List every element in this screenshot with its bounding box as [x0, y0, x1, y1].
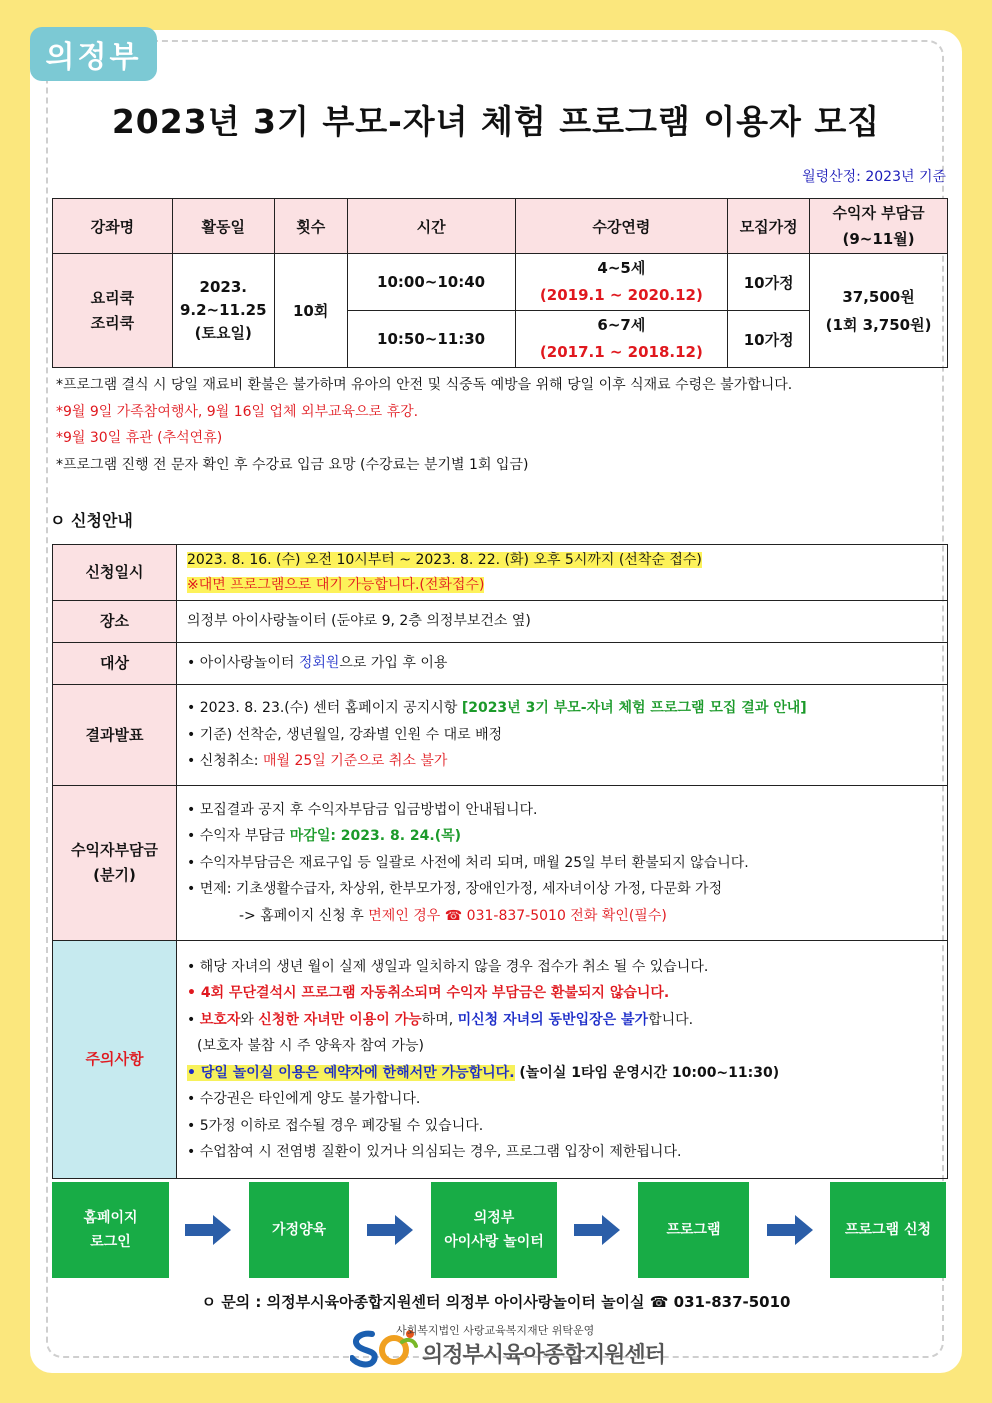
note-item: *9월 9일 가족참여행사, 9월 16일 업체 외부교육으로 휴강.	[56, 403, 419, 420]
application-flow	[52, 1181, 948, 1279]
note-item: *프로그램 결식 시 당일 재료비 환불은 불가하며 유아의 안전 및 식중독 예방을 위해 당일 이후 식재료 수령은 불가합니다.	[56, 377, 793, 393]
flow-step-home-care: 가정양육	[249, 1182, 349, 1278]
target-member: 정회원	[298, 655, 340, 672]
caution-no-unregistered: 미신청 자녀의 동반입장은 불가	[457, 1011, 649, 1028]
header-fee: 수익자 부담금 (9~11월)	[810, 199, 948, 254]
period-text: 2023. 8. 16. (수) 오전 10시부터 ~ 2023. 8. 22. (화) 오후 5시까지 (선착순 접수)	[187, 551, 702, 568]
operator-subtitle: 사회복지법인 사랑교육복지재단 위탁운영	[396, 1324, 595, 1337]
header-course: 강좌명	[53, 199, 173, 254]
program-table-header	[53, 199, 948, 254]
table-row	[53, 786, 948, 941]
caution-bullet: •	[187, 1011, 200, 1028]
fee-amount: 37,500원 (1회 3,750원)	[810, 254, 948, 368]
flow-step-program: 프로그램	[638, 1182, 749, 1278]
note-item: *프로그램 진행 전 문자 확인 후 수강료 입금 요망 (수강료는 분기별 1회 입금)	[56, 456, 529, 473]
caution-line: • 수업참여 시 전염병 질환이 있거나 의심되는 경우, 프로그램 입장이 제한됩니다.	[187, 1144, 682, 1160]
label-fee: 수익자부담금 (분기)	[53, 786, 177, 941]
target-text: • 아이사랑놀이터	[187, 655, 299, 672]
session-count: 10회	[274, 254, 347, 368]
caution-line: • 4회 무단결석시 프로그램 자동취소되며 수익자 부담금은 환불되지 않습니다.	[187, 985, 670, 1001]
caution-line: • 5가정 이하로 접수될 경우 폐강될 수 있습니다.	[187, 1117, 484, 1134]
fee-line: • 모집결과 공지 후 수익자부담금 입금방법이 안내됩니다.	[187, 801, 538, 818]
result-value	[177, 685, 948, 786]
flow-step-apply: 프로그램 신청	[830, 1182, 946, 1278]
caution-reservation: • 당일 놀이실 이용은 예약자에 한해서만 가능합니다.	[187, 1064, 515, 1081]
arrow-right-icon	[367, 1215, 413, 1245]
table-row	[53, 643, 948, 685]
table-row	[53, 254, 948, 311]
label-result: 결과발표	[53, 685, 177, 786]
age-label: 6~7세	[597, 316, 646, 334]
caution-hours: (놀이실 1타임 운영시간 10:00~11:30)	[514, 1064, 780, 1081]
arrow-right-icon	[185, 1215, 231, 1245]
place-value: 의정부 아이사랑놀이터 (둔야로 9, 2층 의정부보건소 옆)	[177, 601, 948, 643]
contact-info: ㅇ 문의 : 의정부시육아종합지원센터 의정부 아이사랑놀이터 놀이실 ☎ 031-837-5010	[201, 1293, 791, 1311]
apply-table	[52, 544, 948, 1179]
caution-line: • 수강권은 타인에게 양도 불가합니다.	[187, 1091, 421, 1107]
label-target: 대상	[53, 643, 177, 685]
family-count: 10가정	[728, 254, 810, 311]
period-note: ※대면 프로그램으로 대기 가능합니다.(전화접수)	[187, 576, 485, 593]
birth-range: (2017.1 ~ 2018.12)	[539, 343, 703, 361]
result-criteria: • 기준) 선착순, 생년월일, 강좌별 인원 수 대로 배정	[187, 726, 503, 743]
table-row	[53, 941, 948, 1179]
label-period: 신청일시	[53, 545, 177, 601]
target-text: 으로 가입 후 이용	[339, 655, 448, 672]
caution-value	[177, 941, 948, 1179]
header-time: 시간	[347, 199, 515, 254]
result-date: • 2023. 8. 23.(수) 센터 홈페이지 공지시항	[187, 700, 462, 717]
table-row	[53, 601, 948, 643]
fee-value	[177, 786, 948, 941]
program-notes	[56, 372, 792, 478]
caution-registered-only: 신청한 자녀만 이용이 가능	[258, 1011, 422, 1028]
header-dates: 활동일	[172, 199, 274, 254]
target-value	[177, 643, 948, 685]
caution-line: • 해당 자녀의 생년 월이 실제 생일과 일치하지 않을 경우 접수가 취소 될 수 있습니다.	[187, 958, 709, 975]
age-basis-note: 월령산정: 2023년 기준	[802, 169, 946, 185]
program-table	[52, 198, 948, 368]
label-caution: 주의사항	[53, 941, 177, 1179]
result-notice-title: [2023년 3기 부모-자녀 체험 프로그램 모집 결과 안내]	[461, 700, 807, 717]
label-place: 장소	[53, 601, 177, 643]
result-cancel-label: • 신청취소:	[187, 753, 263, 770]
activity-dates: 2023. 9.2~11.25 (토요일)	[172, 254, 274, 368]
time-slot: 10:50~11:30	[347, 311, 515, 368]
caution-text: 하며,	[421, 1011, 458, 1028]
fee-exemption: • 면제: 기초생활수급자, 차상위, 한부모가정, 장애인가정, 세자녀이상 가정, 다문화 가정	[187, 881, 723, 898]
fee-line: • 수익자부담금은 재료구입 등 일괄로 사전에 처리 되며, 매월 25일 부터 환불되지 않습니다.	[187, 854, 749, 871]
caution-text: 와	[240, 1011, 259, 1028]
fee-line: • 수익자 부담금	[187, 828, 290, 845]
fee-line: -> 홈페이지 신청 후	[239, 907, 369, 924]
header-families: 모집가정	[728, 199, 810, 254]
flow-step-login: 홈페이지 로그인	[52, 1182, 169, 1278]
center-name: 의정부시육아종합지원센터	[422, 1343, 666, 1368]
age-range	[515, 254, 728, 311]
region-badge: 의정부	[30, 27, 157, 81]
time-slot: 10:00~10:40	[347, 254, 515, 311]
period-value	[177, 545, 948, 601]
birth-range: (2019.1 ~ 2020.12)	[539, 286, 703, 304]
header-age: 수강연령	[515, 199, 728, 254]
fee-deadline: 마감일: 2023. 8. 24.(목)	[289, 828, 462, 845]
center-logo	[350, 1322, 690, 1368]
arrow-right-icon	[574, 1215, 620, 1245]
age-range	[515, 311, 728, 368]
table-row	[53, 685, 948, 786]
family-count: 10가정	[728, 311, 810, 368]
caution-line: (보호자 불참 시 주 양육자 참여 가능)	[197, 1038, 424, 1054]
flow-step-playground: 의정부 아이사랑 놀이터	[431, 1182, 557, 1278]
note-item: *9월 30일 휴관 (추석연휴)	[56, 430, 223, 446]
arrow-right-icon	[767, 1215, 813, 1245]
table-row	[53, 545, 948, 601]
caution-guardian: 보호자	[199, 1011, 241, 1028]
fee-exemption-phone: 면제인 경우 ☎ 031-837-5010 전화 확인(필수)	[368, 907, 667, 924]
header-count: 횟수	[274, 199, 347, 254]
page-title: 2023년 3기 부모-자녀 체험 프로그램 이용자 모집	[111, 102, 881, 141]
apply-section-heading: ㅇ 신청안내	[50, 511, 133, 530]
result-cancel-rule: 매월 25일 기준으로 취소 불가	[262, 753, 448, 770]
caution-text: 합니다.	[648, 1011, 694, 1028]
age-label: 4~5세	[597, 259, 646, 277]
course-name: 요리쿡 조리쿡	[53, 254, 173, 368]
